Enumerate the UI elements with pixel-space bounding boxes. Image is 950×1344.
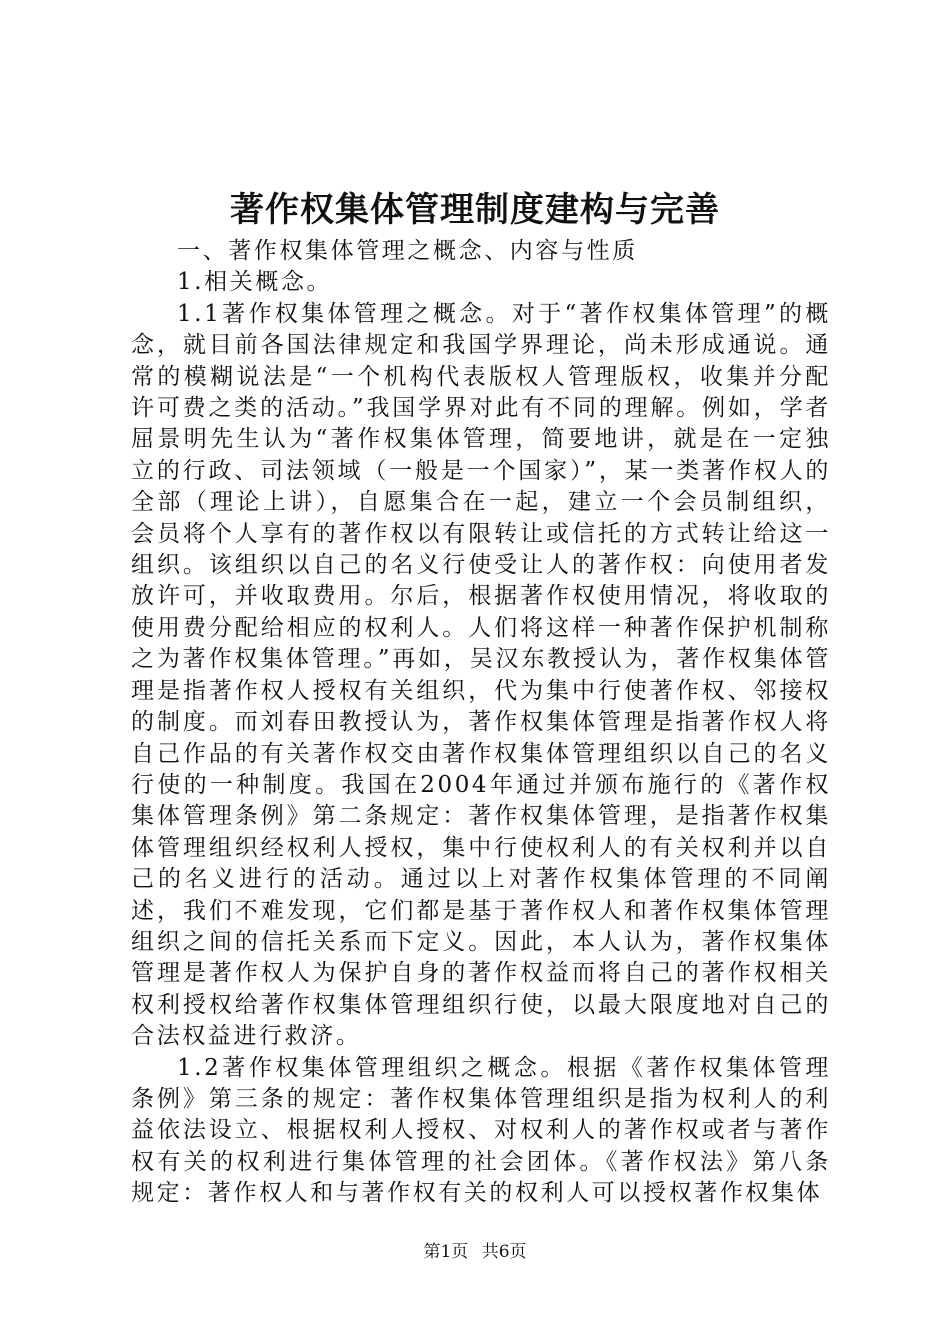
document-body	[131, 236, 831, 1210]
page-footer	[0, 1240, 950, 1264]
body-paragraph: 1.1著作权集体管理之概念。对于“著作权集体管理”的概念，就目前各国法律规定和我国学界理论，尚未形成通说。通常的模糊说法是“一个机构代表版权人管理版权，收集并分配许可费之类的活动。”我国学界对此有不同的理解。例如，学者屈景明先生认为“著作权集体管理，简要地讲，就是在一定独立的行政、司法领域（一般是一个国家）”，某一类著作权人的全部（理论上讲），自愿集合在一起，建立一个会员制组织，会员将个人享有的著作权以有限转让或信托的方式转让给这一组织。该组织以自己的名义行使受让人的著作权：向使用者发放许可，并收取费用。尔后，根据著作权使用情况，将收取的使用费分配给相应的权利人。人们将这样一种著作保护机制称之为著作权集体管理。”再如，吴汉东教授认为，著作权集体管理是指著作权人授权有关组织，代为集中行使著作权、邻接权的制度。而刘春田教授认为，著作权集体管理是指著作权人将自己作品的有关著作权交由著作权集体管理组织以自己的名义行使的一种制度。我国在2004年通过并颁布施行的《著作权集体管理条例》第二条规定：著作权集体管理，是指著作权集体管理组织经权利人授权，集中行使权利人的有关权利并以自己的名义进行的活动。通过以上对著作权集体管理的不同阐述，我们不难发现，它们都是基于著作权人和著作权集体管理组织之间的信托关系而下定义。因此，本人认为，著作权集体管理是著作权人为保护自身的著作权益而将自己的著作权相关权利授权给著作权集体管理组织行使，以最大限度地对自己的合法权益进行救济。	[131, 300, 831, 1050]
document-title: 著作权集体管理制度建构与完善	[230, 190, 720, 230]
section-heading: 一、著作权集体管理之概念、内容与性质	[177, 238, 638, 264]
page-number: 第1页	[423, 1242, 469, 1262]
subsection-heading: 1.相关概念。	[177, 269, 333, 296]
total-pages: 共6页	[481, 1242, 527, 1262]
body-paragraph: 1.2著作权集体管理组织之概念。根据《著作权集体管理条例》第三条的规定：著作权集体管理组织是指为权利人的利益依法设立、根据权利人授权、对权利人的著作权或者与著作权有关的权利进行集体管理的社会团体。《著作权法》第八条规定：著作权人和与著作权有关的权利人可以授权著作权集体	[131, 1054, 831, 1207]
